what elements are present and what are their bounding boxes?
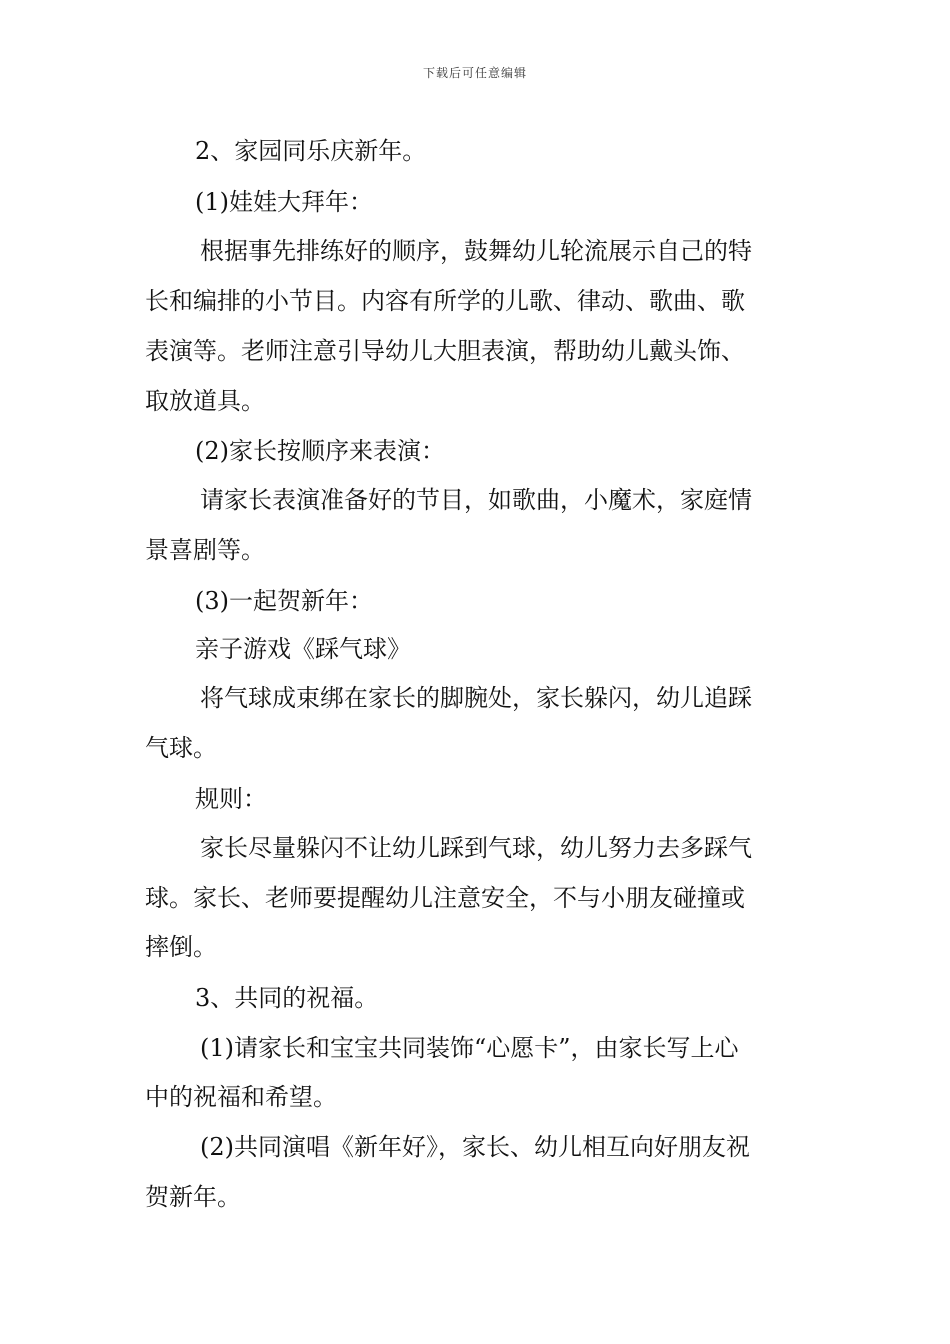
paragraph-line: 长和编排的小节目。内容有所学的儿歌、律动、歌曲、歌 <box>145 287 745 315</box>
paragraph-line: 请家长表演准备好的节目，如歌曲，小魔术，家庭情 <box>200 486 752 514</box>
subsection-heading: (3)一起贺新年： <box>195 587 373 615</box>
rules-heading: 规则： <box>195 785 267 813</box>
paragraph-line: 摔倒。 <box>145 933 217 961</box>
game-title: 亲子游戏《踩气球》 <box>195 635 411 663</box>
paragraph-line: 球。家长、老师要提醒幼儿注意安全，不与小朋友碰撞或 <box>145 884 745 912</box>
section-heading: 2、家园同乐庆新年。 <box>195 137 427 165</box>
paragraph-line: 气球。 <box>145 734 217 762</box>
paragraph-line: 景喜剧等。 <box>145 536 265 564</box>
paragraph-line: (2)共同演唱《新年好》，家长、幼儿相互向好朋友祝 <box>200 1133 750 1161</box>
section-heading: 3、共同的祝福。 <box>195 984 379 1012</box>
paragraph-line: (1)请家长和宝宝共同装饰“心愿卡”，由家长写上心 <box>200 1034 739 1062</box>
paragraph-line: 中的祝福和希望。 <box>145 1083 337 1111</box>
paragraph-line: 将气球成束绑在家长的脚腕处，家长躲闪，幼儿追踩 <box>200 684 752 712</box>
paragraph-line: 取放道具。 <box>145 387 265 415</box>
paragraph-line: 贺新年。 <box>145 1183 241 1211</box>
paragraph-line: 根据事先排练好的顺序，鼓舞幼儿轮流展示自己的特 <box>200 237 752 265</box>
paragraph-line: 家长尽量躲闪不让幼儿踩到气球，幼儿努力去多踩气 <box>200 834 752 862</box>
paragraph-line: 表演等。老师注意引导幼儿大胆表演，帮助幼儿戴头饰、 <box>145 337 745 365</box>
subsection-heading: (2)家长按顺序来表演： <box>195 437 445 465</box>
page-header: 下载后可任意编辑 <box>422 66 527 80</box>
subsection-heading: (1)娃娃大拜年： <box>195 188 373 216</box>
